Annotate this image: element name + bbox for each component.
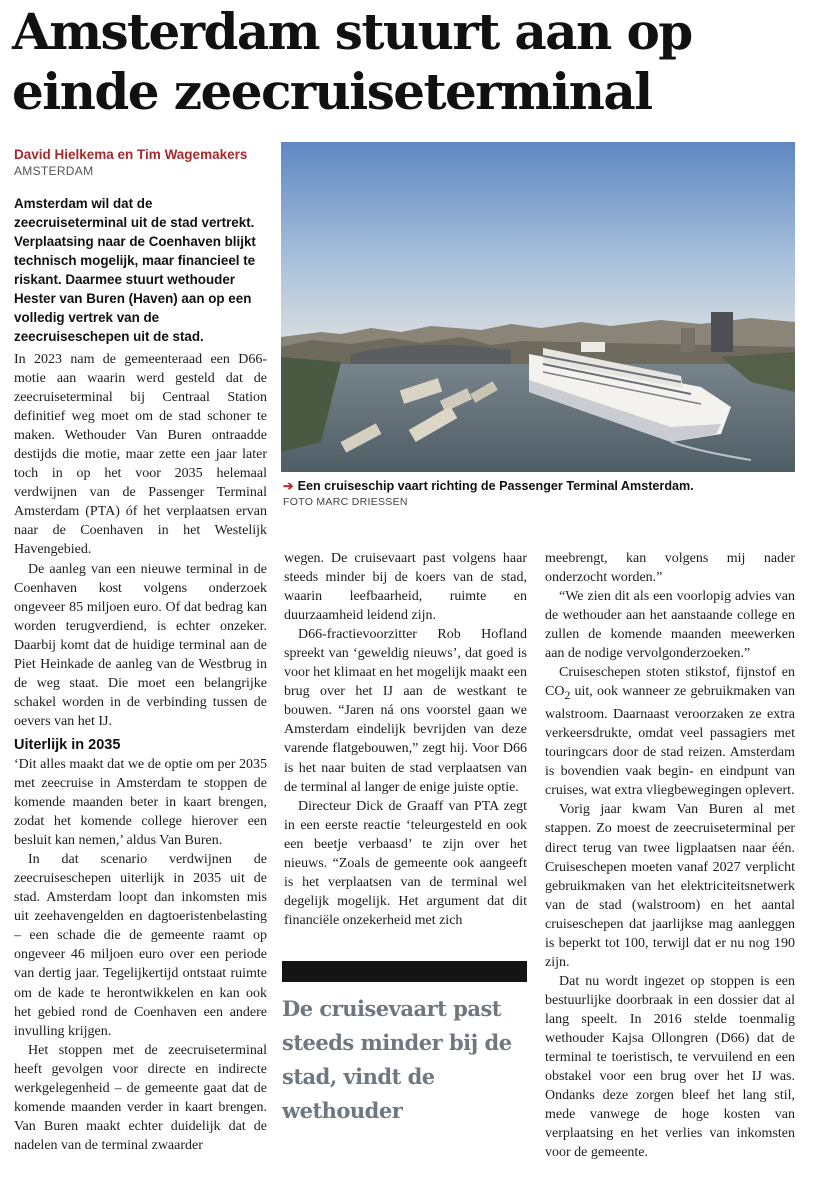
paragraph: Het stoppen met de zeecruiseterminal heeft gevolgen voor directe en indirecte werkgelegenheid – de gemeente gaat dat de komende maanden verder in kaart brengen. Van Buren maakt echter duidelijk dat de nadelen van de terminal zwaarder	[14, 1042, 267, 1153]
paragraph: De aanleg van een nieuwe terminal in de Coenhaven kost volgens onderzoek ongeveer 85 miljoen euro. Of dat bedrag kan worden terugverdiend, is echter onzeker. Daarbij komt dat de huidige terminal aan de Piet Heinkade de aanleg van de Westbrug in de weg staat. Die moet een belangrijke schakel worden in de verbinding tussen de oevers van het IJ.	[14, 561, 267, 729]
paragraph: “We zien dit als een voorlopig advies van de wethouder aan het aanstaande college en zullen de komende maanden meewerken aan de nodige vervolgonderzoeken.”	[545, 589, 795, 662]
pullquote: De cruisevaart past steeds minder bij de stad, vindt de wethouder	[282, 996, 512, 1123]
paragraph: D66-fractievoorzitter Rob Hofland spreekt van ‘geweldig nieuws’, dat goed is voor het klimaat en het mogelijk maakt een brug over het IJ aan de westkant te bouwen. “Jaren ná ons voorstel gaan we Amsterdam eindelijk bevrijden van deze varende flatgebouwen,” zegt hij. Voor D66 is het naar buiten de stad verplaatsen van de terminal al langer de enige juiste optie.	[284, 627, 527, 795]
paragraph-text: Cruiseschepen stoten stikstof, fijnstof en CO	[545, 665, 795, 700]
paragraph: meebrengt, kan volgens mij nader onderzocht worden.”	[545, 551, 795, 586]
paragraph: Directeur Dick de Graaff van PTA zegt in een eerste reactie ‘teleurgesteld en ook een beetje verbaasd’ te zijn over het nieuws. “Zoals de gemeente ook aangeeft is het verplaatsen van de terminal wel degelijk mogelijk. Het argument dat dit financiële onzekerheid met zich	[284, 798, 527, 928]
photo-caption	[283, 478, 795, 493]
paragraph-text: uit, ook wanneer ze gebruikmaken van walstroom. Daarnaast veroorzaken ze extra verkeersdrukte, omdat veel passagiers met touringcars door de stad reizen. Amsterdam is bovendien vaak begin- en eindpunt van cruises, wat extra vliegbewegingen oplevert.	[545, 684, 795, 799]
paragraph: Vorig jaar kwam Van Buren al met stappen. Zo moest de zeecruiseterminal per direct terug van twee ligplaatsen naar één. Cruiseschepen moeten vanaf 2027 verplicht gebruikmaken van het elektriciteitsnetwerk van de stad (walstroom) en het aantal cruiseschepen dat jaarlijkse mag aanleggen is beperkt tot 100, terwijl dat er nu nog 190 zijn.	[545, 802, 795, 970]
article-column-3	[545, 549, 795, 1162]
caption-arrow-icon: ➔	[283, 479, 294, 493]
article-column-1	[14, 350, 267, 1155]
paragraph: ‘Dit alles maakt dat we de optie om per 2035 met zeecruise in Amsterdam te stoppen de komende maanden beter in kaart brengen, zodat het komende college hierover een besluit kan nemen,’ aldus Van Buren.	[14, 756, 267, 849]
article-column-2	[284, 549, 527, 930]
byline-place: AMSTERDAM	[14, 164, 94, 178]
co2-subscript: 2	[564, 689, 571, 703]
photo-credit: FOTO MARC DRIESSEN	[283, 496, 408, 508]
headline: Amsterdam stuurt aan op einde zeecruiseterminal	[12, 2, 692, 121]
byline-authors: David Hielkema en Tim Wagemakers	[14, 147, 248, 162]
paragraph: In 2023 nam de gemeenteraad een D66-motie aan waarin werd gesteld dat de zeecruiseterminal bij Centraal Station definitief weg moet om de stad schoner te maken. Wethouder Van Buren ontraadde destijds die motie, maar zette een jaar later toch in op het voor 2035 helemaal verdwijnen van de Passenger Terminal Amsterdam (PTA) óf het verplaatsen ervan naar de Coenhaven in het Westelijk Havengebied.	[14, 352, 267, 558]
cruise-ship-photo	[281, 142, 795, 472]
paragraph: In dat scenario verdwijnen de zeecruiseschepen uiterlijk in 2035 uit de stad. Amsterdam loopt dan inkomsten mis uit zeehavengelden en dagtoeristenbelasting – een schade die de gemeente raamt op ongeveer 46 miljoen euro over een periode van dertig jaar. Tegelijkertijd ontstaat ruimte om de kade te herontwikkelen en kan ook het gebied rond de Coenhaven een andere invulling krijgen.	[14, 852, 267, 1039]
paragraph: wegen. De cruisevaart past volgens haar steeds minder bij de koers van de stad, waarin leefbaarheid, ruimte en duurzaamheid leidend zijn.	[284, 551, 527, 624]
pullquote-bar	[282, 961, 527, 982]
cruise-ship-photo-drawing	[281, 142, 795, 472]
subheading: Uiterlijk in 2035	[14, 736, 121, 753]
paragraph-emissions	[545, 663, 795, 800]
paragraph: Dat nu wordt ingezet op stoppen is een bestuurlijke doorbraak in een dossier dat al lang speelt. In 2016 stelde toenmalig wethouder Kajsa Ollongren (D66) dat de terminal te toeristisch, te vervuilend en een obstakel voor een brug over het IJ was. Ondanks deze zorgen bleef het lang stil, mede vanwege de hoge kosten van verplaatsing en het verlies van inkomsten voor de gemeente.	[545, 973, 795, 1161]
photo-caption-text: Een cruiseschip vaart richting de Passenger Terminal Amsterdam.	[297, 479, 694, 493]
intro-paragraph: Amsterdam wil dat de zeecruiseterminal uit de stad vertrekt. Verplaatsing naar de Coenhaven blijkt technisch mogelijk, maar financieel te riskant. Daarmee stuurt wethouder Hester van Buren (Haven) aan op een volledig vertrek van de zeecruiseschepen uit de stad.	[14, 196, 256, 344]
